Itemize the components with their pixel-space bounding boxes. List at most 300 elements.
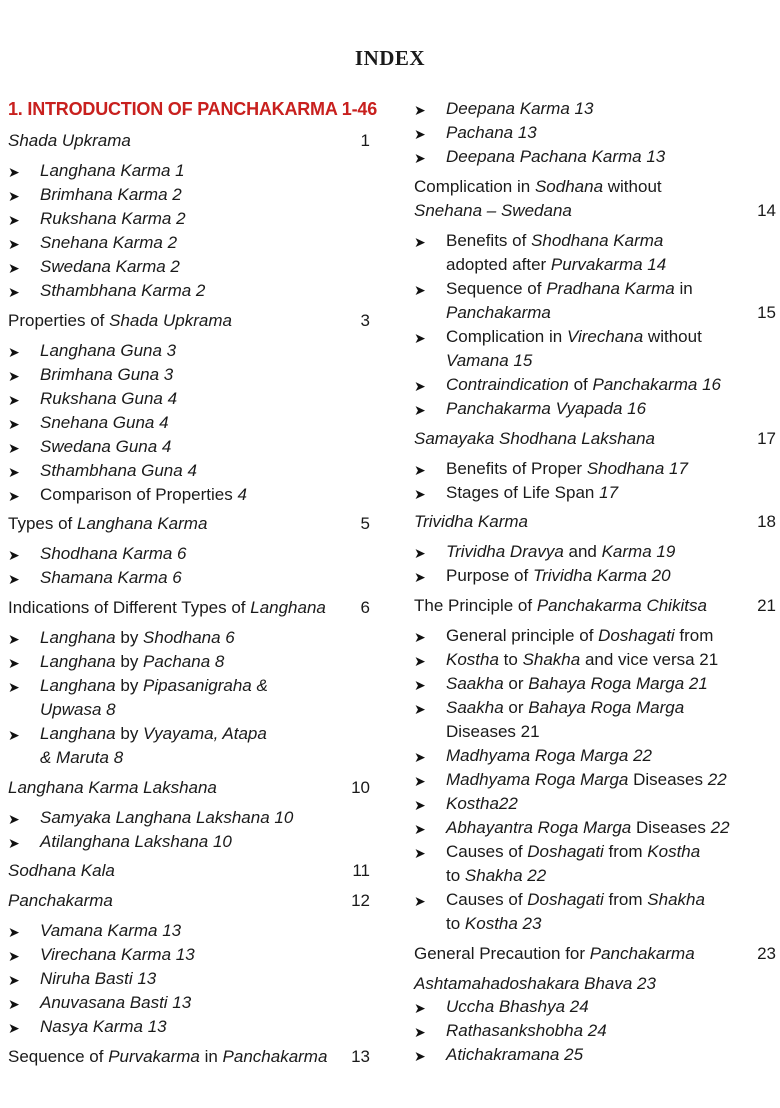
bullet-arrow-icon: ➤ — [414, 773, 426, 789]
entry-text-part: The Principle of — [414, 596, 537, 615]
entry-text-part: by — [115, 676, 144, 695]
entry-text-part: from — [603, 890, 648, 909]
entry-text-part: Kostha — [446, 650, 499, 669]
index-entry-heading — [8, 889, 370, 913]
index-entry-cont — [8, 698, 370, 722]
bullet-arrow-icon: ➤ — [8, 440, 20, 456]
entry-text-part: 17 — [599, 483, 619, 502]
entry-text-part: Diseases — [628, 770, 708, 789]
entry-text-part: Shodhana 17 — [586, 459, 688, 478]
entry-text-part: 1. INTRODUCTION OF PANCHAKARMA 1-46 — [8, 99, 378, 119]
index-entry-cont — [8, 746, 370, 770]
index-entry-bullet — [414, 995, 776, 1019]
entry-text-part: by — [115, 652, 144, 671]
bullet-arrow-icon: ➤ — [414, 282, 426, 298]
index-entry-heading — [8, 1045, 370, 1069]
entry-text-part: Panchakarma Chikitsa — [536, 596, 707, 615]
bullet-arrow-icon: ➤ — [8, 464, 20, 480]
entry-text — [446, 145, 665, 169]
entry-text-part: Deepana Karma 13 — [446, 99, 594, 118]
entry-text-part: Comparison of Properties — [40, 485, 238, 504]
entry-text-part: Properties of — [8, 311, 110, 330]
entry-text-part: by — [115, 724, 144, 743]
bullet-arrow-icon: ➤ — [8, 416, 20, 432]
entry-text — [446, 744, 652, 768]
entry-text-part: 22 — [710, 818, 730, 837]
entry-text — [446, 253, 666, 277]
entry-text-part: Types of — [8, 514, 77, 533]
entry-text-part: Stages of Life Span — [446, 483, 600, 502]
entry-text — [40, 746, 123, 770]
index-entry-bullet — [414, 624, 776, 648]
entry-text-part: or — [503, 698, 529, 717]
entry-text-part: Atichakramana 25 — [446, 1045, 584, 1064]
bullet-arrow-icon: ➤ — [414, 462, 426, 478]
entry-text-part: Virechana Karma 13 — [40, 945, 195, 964]
entry-text-part: of — [568, 375, 593, 394]
entry-text-part: Doshagati — [527, 842, 604, 861]
entry-text-part: Vyayama, Atapa — [143, 724, 267, 743]
entry-text-part: Samayaka Shodhana Lakshana — [414, 429, 656, 448]
entry-text — [446, 768, 727, 792]
index-entry-bullet — [8, 255, 370, 279]
page-number: 13 — [351, 1047, 370, 1066]
entry-text — [446, 672, 708, 696]
entry-text-part: Kostha 23 — [464, 914, 542, 933]
entry-text — [446, 481, 618, 505]
bullet-arrow-icon: ➤ — [414, 749, 426, 765]
entry-text-part: Sthambhana Guna 4 — [40, 461, 197, 480]
entry-text-part: Snehana Guna 4 — [40, 413, 169, 432]
entry-text-part: Langhana Karma Lakshana — [8, 778, 217, 797]
index-entry-heading — [414, 972, 776, 996]
entry-text-part: Panchakarma — [8, 891, 113, 910]
index-entry-bullet — [414, 840, 776, 864]
bullet-arrow-icon: ➤ — [414, 330, 426, 346]
bullet-arrow-icon: ➤ — [414, 378, 426, 394]
entry-text-part: Doshagati — [598, 626, 675, 645]
entry-text-part: to — [498, 650, 523, 669]
entry-text — [8, 1045, 327, 1069]
entry-text — [446, 349, 532, 373]
bullet-arrow-icon: ➤ — [8, 284, 20, 300]
index-entry-chapter — [8, 97, 378, 121]
entry-text-part: Samyaka Langhana Lakshana 10 — [40, 808, 294, 827]
bullet-arrow-icon: ➤ — [414, 1000, 426, 1016]
index-entry-bullet — [8, 483, 370, 507]
bullet-arrow-icon: ➤ — [8, 260, 20, 276]
bullet-arrow-icon: ➤ — [414, 1024, 426, 1040]
entry-text-part: Benefits of Proper — [446, 459, 587, 478]
entry-text — [40, 207, 186, 231]
bullet-arrow-icon: ➤ — [8, 188, 20, 204]
entry-text-part: in — [199, 1047, 223, 1066]
entry-text — [40, 339, 176, 363]
entry-text — [40, 698, 116, 722]
index-entry-bullet — [8, 650, 370, 674]
entry-text — [414, 199, 572, 223]
entry-text — [40, 363, 173, 387]
entry-text-part: Shada Upkrama — [109, 311, 232, 330]
bullet-arrow-icon: ➤ — [414, 234, 426, 250]
entry-text — [446, 648, 718, 672]
entry-text-part: to — [446, 866, 465, 885]
entry-text — [446, 540, 675, 564]
bullet-arrow-icon: ➤ — [8, 236, 20, 252]
bullet-arrow-icon: ➤ — [414, 126, 426, 142]
page-number: 1 — [360, 131, 370, 150]
entry-text-part: Shakha — [647, 890, 705, 909]
index-entry-cont — [414, 301, 776, 325]
index-entry-bullet — [414, 97, 776, 121]
index-entry-bullet — [8, 339, 370, 363]
entry-text — [446, 229, 663, 253]
entry-text — [446, 624, 713, 648]
entry-text — [446, 888, 705, 912]
index-entry-bullet — [8, 231, 370, 255]
entry-text-part: from — [603, 842, 648, 861]
entry-text-part: Virechana — [566, 327, 644, 346]
entry-text-part: Panchakarma — [589, 944, 695, 963]
entry-text-part: Shada Upkrama — [8, 131, 131, 150]
index-entry-bullet — [8, 387, 370, 411]
bullet-arrow-icon: ➤ — [8, 835, 20, 851]
page-number: 23 — [757, 944, 776, 963]
entry-text-part: Rukshana Karma 2 — [40, 209, 186, 228]
entry-text — [8, 129, 131, 153]
index-entry-bullet — [8, 435, 370, 459]
entry-text — [414, 942, 695, 966]
entry-text — [446, 97, 593, 121]
entry-text — [40, 435, 171, 459]
bullet-arrow-icon: ➤ — [414, 1048, 426, 1064]
entry-text-part: Sodhana Kala — [8, 861, 115, 880]
bullet-arrow-icon: ➤ — [414, 845, 426, 861]
entry-text-part: Ashtamahadoshakara Bhava 23 — [414, 974, 656, 993]
index-entry-bullet — [8, 279, 370, 303]
index-entry-heading — [414, 942, 776, 966]
entry-text — [446, 397, 646, 421]
index-entry-bullet — [414, 229, 776, 253]
entry-text-part: Atilanghana Lakshana 10 — [40, 832, 232, 851]
bullet-arrow-icon: ➤ — [8, 727, 20, 743]
entry-text-part: Panchakarma — [446, 303, 551, 322]
entry-text-part: Causes of — [446, 842, 528, 861]
bullet-arrow-icon: ➤ — [8, 212, 20, 228]
entry-text-part: Niruha Basti 13 — [40, 969, 157, 988]
index-entry-cont — [414, 349, 776, 373]
entry-text — [40, 1015, 167, 1039]
entry-text-part: Kostha22 — [446, 794, 518, 813]
bullet-arrow-icon: ➤ — [414, 701, 426, 717]
entry-text — [40, 650, 224, 674]
entry-text-part: Swedana Karma 2 — [40, 257, 180, 276]
index-entry-bullet — [414, 397, 776, 421]
entry-text — [414, 594, 707, 618]
entry-text-part: by — [115, 628, 144, 647]
bullet-arrow-icon: ➤ — [8, 571, 20, 587]
entry-text-part: and vice versa 21 — [580, 650, 719, 669]
index-entry-bullet — [414, 888, 776, 912]
index-entry-bullet — [8, 542, 370, 566]
entry-text-part: Benefits of — [446, 231, 532, 250]
entry-text — [40, 159, 185, 183]
entry-text — [446, 564, 671, 588]
entry-text — [40, 967, 156, 991]
index-entry-bullet — [8, 967, 370, 991]
entry-text — [40, 387, 177, 411]
index-entry-bullet — [8, 1015, 370, 1039]
entry-text-part: Purpose of — [446, 566, 533, 585]
entry-text — [414, 510, 528, 534]
index-entry-heading — [8, 859, 370, 883]
entry-text-part: Panchakarma Vyapada 16 — [446, 399, 647, 418]
entry-text — [40, 411, 169, 435]
entry-text-part: Sodhana — [534, 177, 604, 196]
page-title: INDEX — [354, 46, 426, 70]
entry-text — [414, 427, 655, 451]
bullet-arrow-icon: ➤ — [414, 486, 426, 502]
entry-text — [40, 722, 267, 746]
index-entry-cont — [414, 912, 776, 936]
entry-text-part: Shamana Karma 6 — [40, 568, 182, 587]
index-entry-bullet — [414, 1043, 776, 1067]
entry-text-part: Shodhana Karma 6 — [40, 544, 187, 563]
index-entry-bullet — [414, 277, 776, 301]
page-number: 6 — [360, 598, 370, 617]
entry-text-part: Purvakarma 14 — [550, 255, 667, 274]
index-entry-bullet — [414, 696, 776, 720]
entry-text — [8, 889, 113, 913]
bullet-arrow-icon: ➤ — [8, 996, 20, 1012]
entry-text-part: Deepana Pachana Karma 13 — [446, 147, 666, 166]
bullet-arrow-icon: ➤ — [414, 545, 426, 561]
entry-text — [8, 776, 217, 800]
entry-text-part: in — [674, 279, 693, 298]
entry-text — [446, 912, 541, 936]
entry-text-part: or — [503, 674, 529, 693]
index-entry-bullet — [414, 564, 776, 588]
bullet-arrow-icon: ➤ — [414, 653, 426, 669]
index-entry-heading — [8, 776, 370, 800]
entry-text-part: Contraindication — [446, 375, 569, 394]
entry-text-part: Shodhana Karma — [531, 231, 664, 250]
entry-text-part: Shodhana 6 — [143, 628, 235, 647]
index-entry-bullet — [414, 648, 776, 672]
chapter-title — [8, 97, 377, 121]
index-entry-bullet — [8, 991, 370, 1015]
entry-text — [40, 459, 197, 483]
bullet-arrow-icon: ➤ — [414, 569, 426, 585]
index-entry-bullet — [8, 806, 370, 830]
entry-text-part: Trividha Karma — [414, 512, 528, 531]
index-entry-cont — [414, 864, 776, 888]
entry-text-part: Snehana – Swedana — [414, 201, 572, 220]
bullet-arrow-icon: ➤ — [8, 344, 20, 360]
index-entry-bullet — [8, 411, 370, 435]
entry-text-part: Diseases — [631, 818, 711, 837]
index-entry-bullet — [8, 363, 370, 387]
entry-text — [446, 373, 721, 397]
entry-text — [40, 183, 182, 207]
page-number: 21 — [757, 596, 776, 615]
entry-text — [8, 859, 115, 883]
entry-text — [40, 919, 181, 943]
entry-text-part: Langhana — [40, 676, 116, 695]
bullet-arrow-icon: ➤ — [8, 811, 20, 827]
index-entry-bullet — [414, 672, 776, 696]
index-entry-cont — [414, 253, 776, 277]
entry-text — [40, 566, 182, 590]
index-entry-heading — [8, 512, 370, 536]
index-entry-bullet — [8, 722, 370, 746]
index-entry-heading — [414, 199, 776, 223]
entry-text-part: Langhana Karma 1 — [40, 161, 185, 180]
entry-text-part: Sequence of — [446, 279, 547, 298]
bullet-arrow-icon: ➤ — [8, 488, 20, 504]
entry-text-part: General principle of — [446, 626, 599, 645]
entry-text-part: Pachana 8 — [143, 652, 225, 671]
bullet-arrow-icon: ➤ — [414, 677, 426, 693]
entry-text-part: Doshagati — [527, 890, 604, 909]
entry-text-part: Bahaya Roga Marga — [528, 698, 685, 717]
page-number: 14 — [757, 201, 776, 220]
entry-text-part: Upwasa 8 — [40, 700, 116, 719]
bullet-arrow-icon: ➤ — [8, 392, 20, 408]
entry-text-part: Panchakarma — [222, 1047, 328, 1066]
index-entry-heading — [414, 510, 776, 534]
entry-text-part: Vamana Karma 13 — [40, 921, 182, 940]
entry-text-part: Uccha Bhashya 24 — [446, 997, 589, 1016]
entry-text-part: and — [563, 542, 602, 561]
index-entry-bullet — [414, 373, 776, 397]
entry-text-part: without — [643, 327, 702, 346]
index-entry-bullet — [8, 183, 370, 207]
index-entry-bullet — [8, 830, 370, 854]
index-entry-heading — [8, 309, 370, 333]
page-number: 5 — [360, 514, 370, 533]
entry-text-part: without — [603, 177, 662, 196]
index-entry-bullet — [8, 207, 370, 231]
bullet-arrow-icon: ➤ — [8, 948, 20, 964]
entry-text-part: Purvakarma — [108, 1047, 200, 1066]
bullet-arrow-icon: ➤ — [414, 893, 426, 909]
index-entry-cont — [414, 720, 776, 744]
index-entry-bullet — [414, 325, 776, 349]
entry-text — [446, 457, 688, 481]
entry-text-part: Trividha Dravya — [446, 542, 564, 561]
entry-text — [446, 277, 693, 301]
entry-text-part: Shakha — [522, 650, 581, 669]
entry-text-part: Langhana — [40, 724, 116, 743]
page-number: 12 — [351, 891, 370, 910]
entry-text — [40, 279, 205, 303]
index-entry-bullet — [414, 481, 776, 505]
index-entry-bullet — [414, 792, 776, 816]
entry-text — [446, 720, 540, 744]
page-number: 18 — [757, 512, 776, 531]
bullet-arrow-icon: ➤ — [414, 150, 426, 166]
entry-text-part: Karma 19 — [601, 542, 676, 561]
entry-text-part: from — [674, 626, 714, 645]
bullet-arrow-icon: ➤ — [8, 631, 20, 647]
entry-text — [40, 991, 191, 1015]
entry-text-part: Langhana — [250, 598, 326, 617]
entry-text-part: Complication in — [446, 327, 567, 346]
index-entry-bullet — [8, 919, 370, 943]
index-entry-heading — [8, 596, 370, 620]
index-entry-bullet — [414, 145, 776, 169]
bullet-arrow-icon: ➤ — [8, 924, 20, 940]
bullet-arrow-icon: ➤ — [414, 821, 426, 837]
entry-text — [8, 512, 207, 536]
index-entry-heading — [414, 175, 776, 199]
entry-text-part: Langhana Guna 3 — [40, 341, 177, 360]
entry-text — [446, 816, 730, 840]
bullet-arrow-icon: ➤ — [8, 1020, 20, 1036]
entry-text — [414, 175, 662, 199]
entry-text-part: Trividha Karma 20 — [532, 566, 671, 585]
entry-text-part: Snehana Karma 2 — [40, 233, 178, 252]
entry-text-part: Indications of Different Types of — [8, 598, 251, 617]
index-entry-bullet — [414, 121, 776, 145]
bullet-arrow-icon: ➤ — [8, 164, 20, 180]
entry-text-part: Brimhana Guna 3 — [40, 365, 174, 384]
bullet-arrow-icon: ➤ — [8, 972, 20, 988]
index-entry-bullet — [414, 744, 776, 768]
page-number: 10 — [351, 778, 370, 797]
bullet-arrow-icon: ➤ — [414, 797, 426, 813]
page-number: 17 — [757, 429, 776, 448]
bullet-arrow-icon: ➤ — [8, 368, 20, 384]
entry-text — [446, 864, 546, 888]
bullet-arrow-icon: ➤ — [414, 102, 426, 118]
page-number: 11 — [352, 861, 370, 880]
entry-text-part: Brimhana Karma 2 — [40, 185, 182, 204]
entry-text — [446, 840, 700, 864]
entry-text — [414, 972, 656, 996]
entry-text-part: & Maruta 8 — [40, 748, 124, 767]
entry-text-part: Anuvasana Basti 13 — [40, 993, 192, 1012]
entry-text-part: General Precaution for — [414, 944, 590, 963]
entry-text — [40, 830, 232, 854]
index-entry-bullet — [8, 459, 370, 483]
entry-text-part: Pachana 13 — [446, 123, 537, 142]
entry-text-part: Langhana — [40, 628, 116, 647]
entry-text — [8, 596, 326, 620]
entry-text — [40, 542, 187, 566]
entry-text-part: Pipasanigraha & — [143, 676, 268, 695]
entry-text — [446, 995, 589, 1019]
entry-text-part: Saakha — [446, 698, 504, 717]
entry-text — [8, 309, 232, 333]
entry-text-part: Rathasankshobha 24 — [446, 1021, 607, 1040]
index-entry-bullet — [414, 816, 776, 840]
index-entry-bullet — [8, 674, 370, 698]
entry-text-part: Complication in — [414, 177, 535, 196]
page-number: 15 — [757, 303, 776, 322]
entry-text — [40, 674, 268, 698]
entry-text-part: Shakha 22 — [464, 866, 547, 885]
entry-text-part: Bahaya Roga Marga 21 — [528, 674, 708, 693]
entry-text — [40, 483, 247, 507]
index-entry-bullet — [8, 159, 370, 183]
entry-text-part: 4 — [237, 485, 247, 504]
index-entry-bullet — [8, 943, 370, 967]
entry-text-part: Rukshana Guna 4 — [40, 389, 178, 408]
entry-text — [446, 325, 702, 349]
entry-text — [40, 231, 177, 255]
